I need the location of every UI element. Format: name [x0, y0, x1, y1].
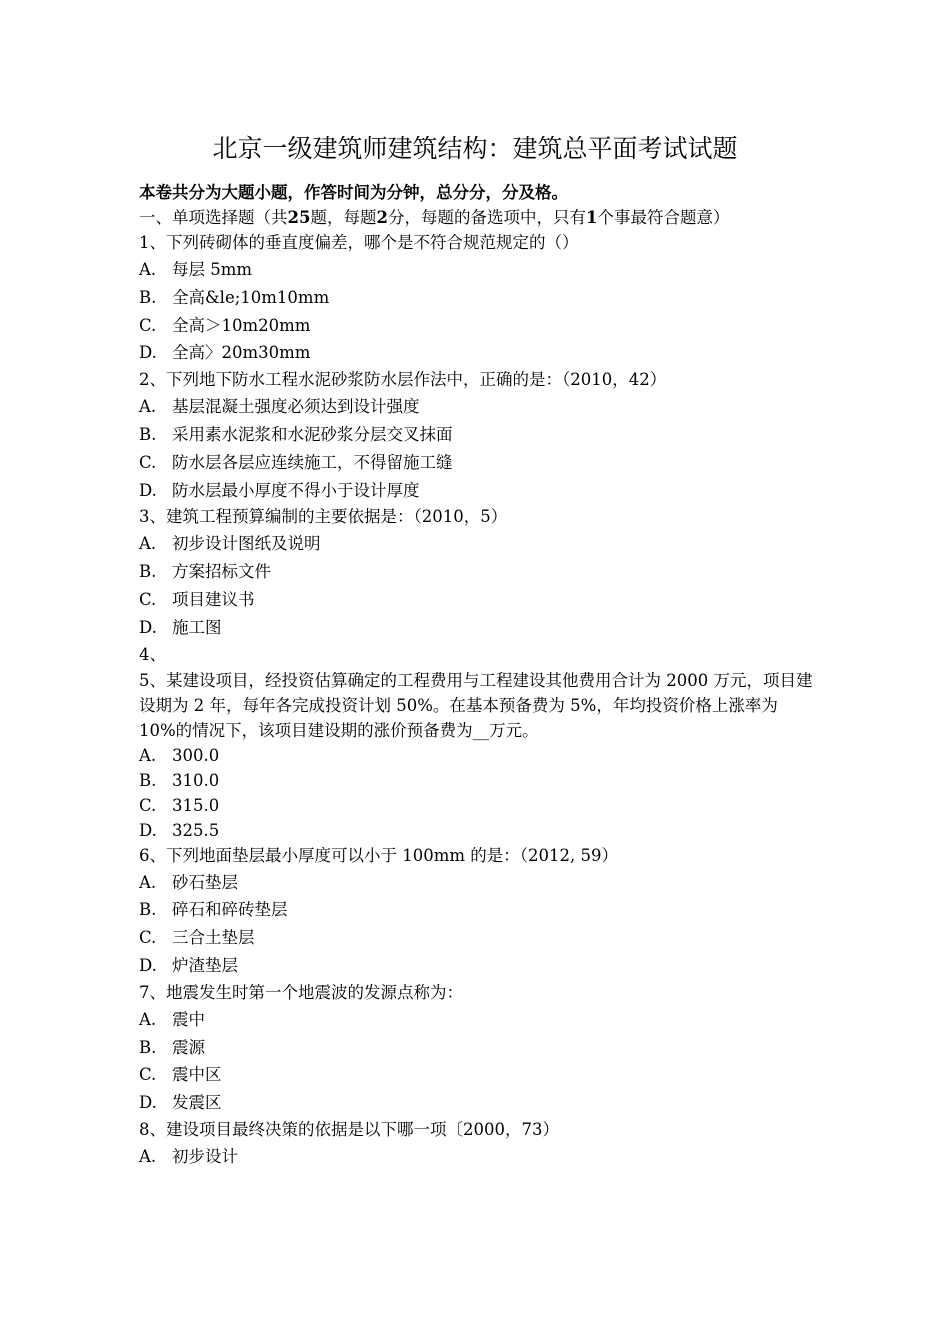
option-1b [139, 284, 819, 312]
option-text: 310.0 [172, 770, 220, 790]
question-3: 3、建筑工程预算编制的主要依据是：（2010，5） [139, 507, 508, 527]
option-2d [139, 477, 819, 505]
document-body [139, 180, 819, 1171]
question-6: 6、下列地面垫层最小厚度可以小于 100mm 的是：（2012, 59） [139, 845, 618, 865]
option-letter: B. [139, 287, 157, 307]
option-3d [139, 614, 819, 642]
option-text: 每层 5mm [172, 260, 253, 279]
question-7: 7、地震发生时第一个地震波的发源点称为： [139, 982, 463, 1002]
option-letter: B. [139, 424, 157, 444]
option-7b [139, 1034, 819, 1062]
option-1d [139, 339, 819, 367]
option-letter: A. [139, 397, 157, 417]
option-3b [139, 558, 819, 586]
option-text: 采用素水泥浆和水泥砂浆分层交叉抹面 [172, 424, 453, 444]
option-2a [139, 393, 819, 421]
section-score: 2 [376, 208, 388, 227]
option-5c [139, 793, 819, 818]
option-letter: C. [139, 452, 157, 472]
option-7d [139, 1089, 819, 1117]
option-text: 300.0 [172, 745, 220, 765]
option-2b [139, 421, 819, 449]
option-text: 三合土垫层 [172, 928, 255, 948]
option-letter: A. [139, 260, 157, 279]
exam-intro: 本卷共分为大题小题，作答时间为分钟，总分分，分及格。 [139, 183, 568, 202]
document-title: 北京一级建筑师建筑结构：建筑总平面考试试题 [212, 134, 738, 163]
option-text: 砂石垫层 [172, 872, 238, 892]
option-text: 防水层各层应连续施工，不得留施工缝 [172, 452, 453, 472]
option-6a [139, 869, 819, 897]
option-1c [139, 312, 819, 340]
question-2: 2、下列地下防水工程水泥砂浆防水层作法中，正确的是：（2010，42） [139, 370, 667, 390]
option-text: 震中区 [172, 1065, 222, 1085]
option-text: 基层混凝土强度必须达到设计强度 [172, 397, 420, 417]
option-text: 发震区 [172, 1093, 222, 1113]
option-letter: D. [139, 1093, 157, 1113]
option-text: 施工图 [172, 617, 222, 637]
option-letter: A. [139, 872, 157, 892]
option-text: 碎石和碎砖垫层 [172, 900, 288, 920]
option-letter: D. [139, 820, 157, 840]
section-one: 1 [585, 208, 598, 227]
option-6c [139, 924, 819, 952]
section-text-2: 题，每题 [310, 208, 377, 227]
option-letter: C. [139, 589, 157, 609]
option-5b [139, 768, 819, 793]
option-letter: B. [139, 562, 157, 582]
option-letter: C. [139, 928, 157, 948]
option-8a [139, 1143, 819, 1171]
option-text: 项目建议书 [172, 589, 255, 609]
option-letter: C. [139, 1065, 157, 1085]
question-8: 8、建设项目最终决策的依据是以下哪一项〔2000，73） [139, 1119, 559, 1139]
option-5d [139, 818, 819, 843]
option-text: 初步设计图纸及说明 [172, 534, 321, 554]
option-text: 震源 [172, 1037, 205, 1057]
option-letter: D. [139, 617, 157, 637]
option-letter: A. [139, 745, 157, 765]
option-letter: A. [139, 534, 157, 554]
section-text-4: 个事最符合题意） [597, 208, 730, 227]
option-letter: C. [139, 795, 157, 815]
option-text: 全高〉20m30mm [172, 343, 311, 363]
question-4: 4、 [139, 644, 166, 664]
option-letter: B. [139, 1037, 157, 1057]
option-text: 震中 [172, 1009, 205, 1029]
option-text: 初步设计 [172, 1146, 238, 1166]
option-text: 全高＞10m20mm [172, 315, 311, 335]
option-letter: D. [139, 343, 157, 363]
option-5a [139, 743, 819, 768]
option-text: 防水层最小厚度不得小于设计厚度 [172, 480, 420, 500]
question-1: 1、下列砖砌体的垂直度偏差，哪个是不符合规范规定的（） [139, 233, 579, 252]
option-3c [139, 586, 819, 614]
option-letter: A. [139, 1009, 157, 1029]
option-letter: A. [139, 1146, 157, 1166]
section-text-1: 一、单项选择题（共 [139, 208, 288, 227]
option-letter: D. [139, 955, 157, 975]
option-1a [139, 256, 819, 284]
option-letter: C. [139, 315, 157, 335]
option-2c [139, 449, 819, 477]
option-7a [139, 1006, 819, 1034]
section-question-count: 25 [287, 208, 311, 227]
option-text: 炉渣垫层 [172, 955, 238, 975]
option-text: 325.5 [172, 820, 220, 840]
option-3a [139, 530, 819, 558]
option-7c [139, 1061, 819, 1089]
option-6d [139, 952, 819, 980]
option-letter: D. [139, 480, 157, 500]
option-text: 全高&le;10m10mm [172, 287, 330, 307]
option-letter: B. [139, 770, 157, 790]
section-text-3: 分，每题的备选项中，只有 [387, 208, 586, 227]
option-text: 方案招标文件 [172, 562, 271, 582]
option-letter: B. [139, 900, 157, 920]
question-5: 5、某建设项目，经投资估算确定的工程费用与工程建设其他费用合计为 2000 万元，项目建设期为 2 年，每年各完成投资计划 50%。在基本预备费为 5%，年均投资价格上涨率为 10%的情况下，该项目建设期的涨价预备费为__万元。 [139, 670, 813, 740]
section-heading [139, 206, 819, 230]
option-text: 315.0 [172, 795, 220, 815]
option-6b [139, 896, 819, 924]
